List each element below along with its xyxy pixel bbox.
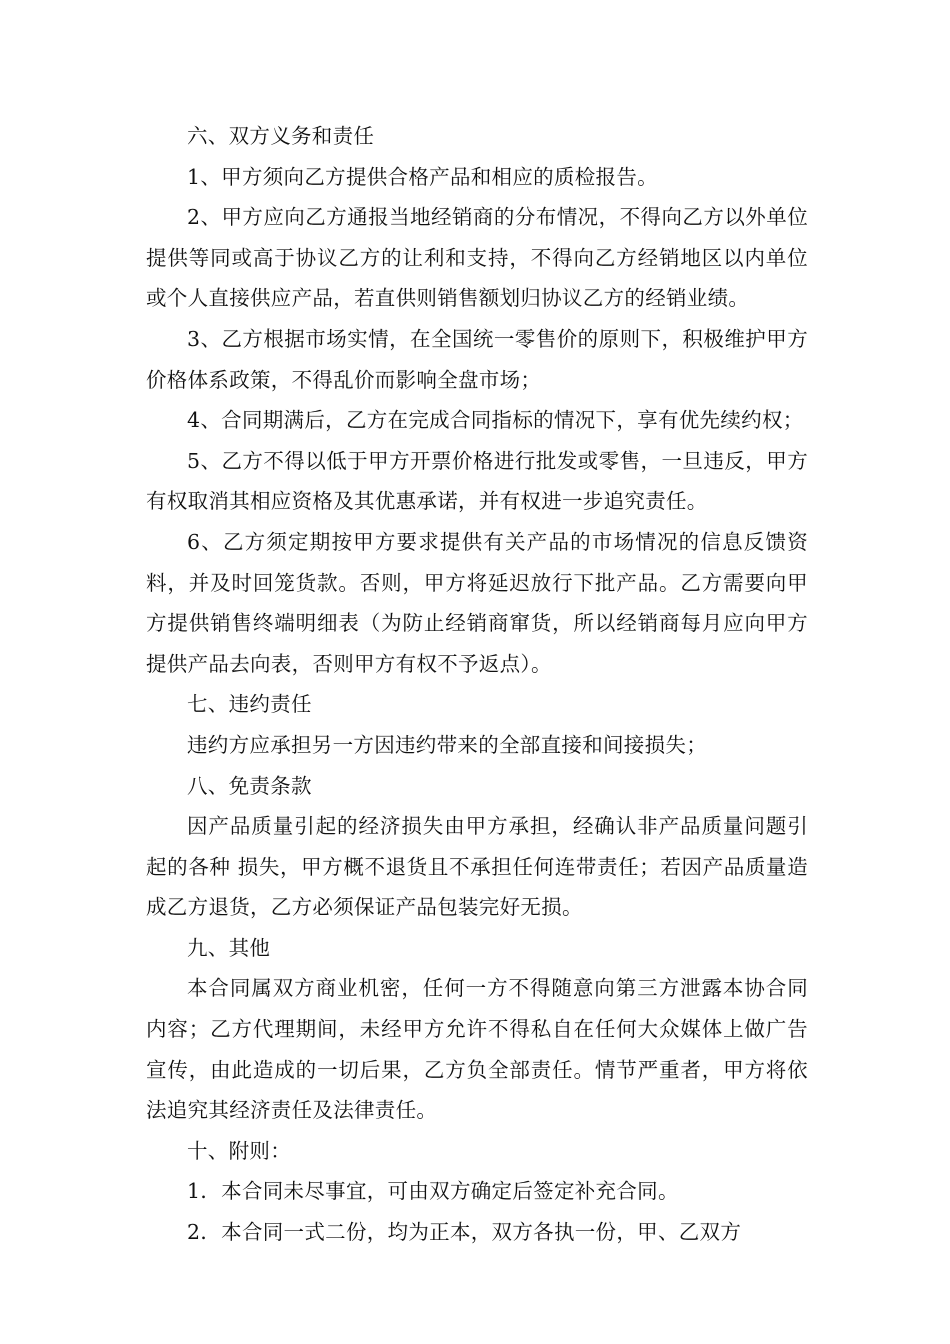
clause-supplementary-2: 2．本合同一式二份，均为正本，双方各执一份，甲、乙双方: [187, 1220, 742, 1245]
clause-6-1: 1、甲方须向乙方提供合格产品和相应的质检报告。: [187, 164, 658, 189]
clause-breach: 违约方应承担另一方因违约带来的全部直接和间接损失；: [187, 732, 707, 757]
section-heading-supplementary: 十、附则：: [187, 1138, 291, 1163]
clause-6-2: 2、甲方应向乙方通报当地经销商的分布情况，不得向乙方以外单位提供等同或高于协议乙方的让利和支持，不得向乙方经销地区以内单位或个人直接供应产品，若直供则销售额划归协议乙方的经销业绩。: [146, 205, 808, 311]
clause-other: 本合同属双方商业机密，任何一方不得随意向第三方泄露本协合同内容；乙方代理期间，未经甲方允许不得私自在任何大众媒体上做广告宣传，由此造成的一切后果，乙方负全部责任。情节严重者，甲方将依法追究其经济责任及法律责任。: [146, 976, 808, 1123]
section-heading-other: 九、其他: [187, 935, 271, 960]
clause-6-6: 6、乙方须定期按甲方要求提供有关产品的市场情况的信息反馈资料，并及时回笼货款。否则，甲方将延迟放行下批产品。乙方需要向甲方提供销售终端明细表（为防止经销商窜货，所以经销商每月应向甲方提供产品去向表，否则甲方有权不予返点）。: [146, 529, 808, 676]
document-body: [146, 116, 808, 1253]
section-heading-breach: 七、违约责任: [187, 692, 312, 717]
clause-exemption: 因产品质量引起的经济损失由甲方承担，经确认非产品质量问题引起的各种 损失，甲方概不退货且不承担任何连带责任；若因产品质量造成乙方退货，乙方必须保证产品包装完好无损。: [146, 814, 808, 920]
clause-6-3: 3、乙方根据市场实情，在全国统一零售价的原则下，积极维护甲方价格体系政策，不得乱价而影响全盘市场；: [146, 326, 808, 392]
clause-6-4: 4、合同期满后，乙方在完成合同指标的情况下，享有优先续约权；: [187, 408, 804, 433]
section-heading-obligations: 六、双方义务和责任: [187, 124, 375, 148]
clause-supplementary-1: 1．本合同未尽事宜，可由双方确定后签定补充合同。: [187, 1179, 679, 1204]
section-heading-exemption: 八、免责条款: [187, 773, 312, 798]
clause-6-5: 5、乙方不得以低于甲方开票价格进行批发或零售，一旦违反，甲方有权取消其相应资格及其优惠承诺，并有权进一步追究责任。: [146, 448, 808, 514]
